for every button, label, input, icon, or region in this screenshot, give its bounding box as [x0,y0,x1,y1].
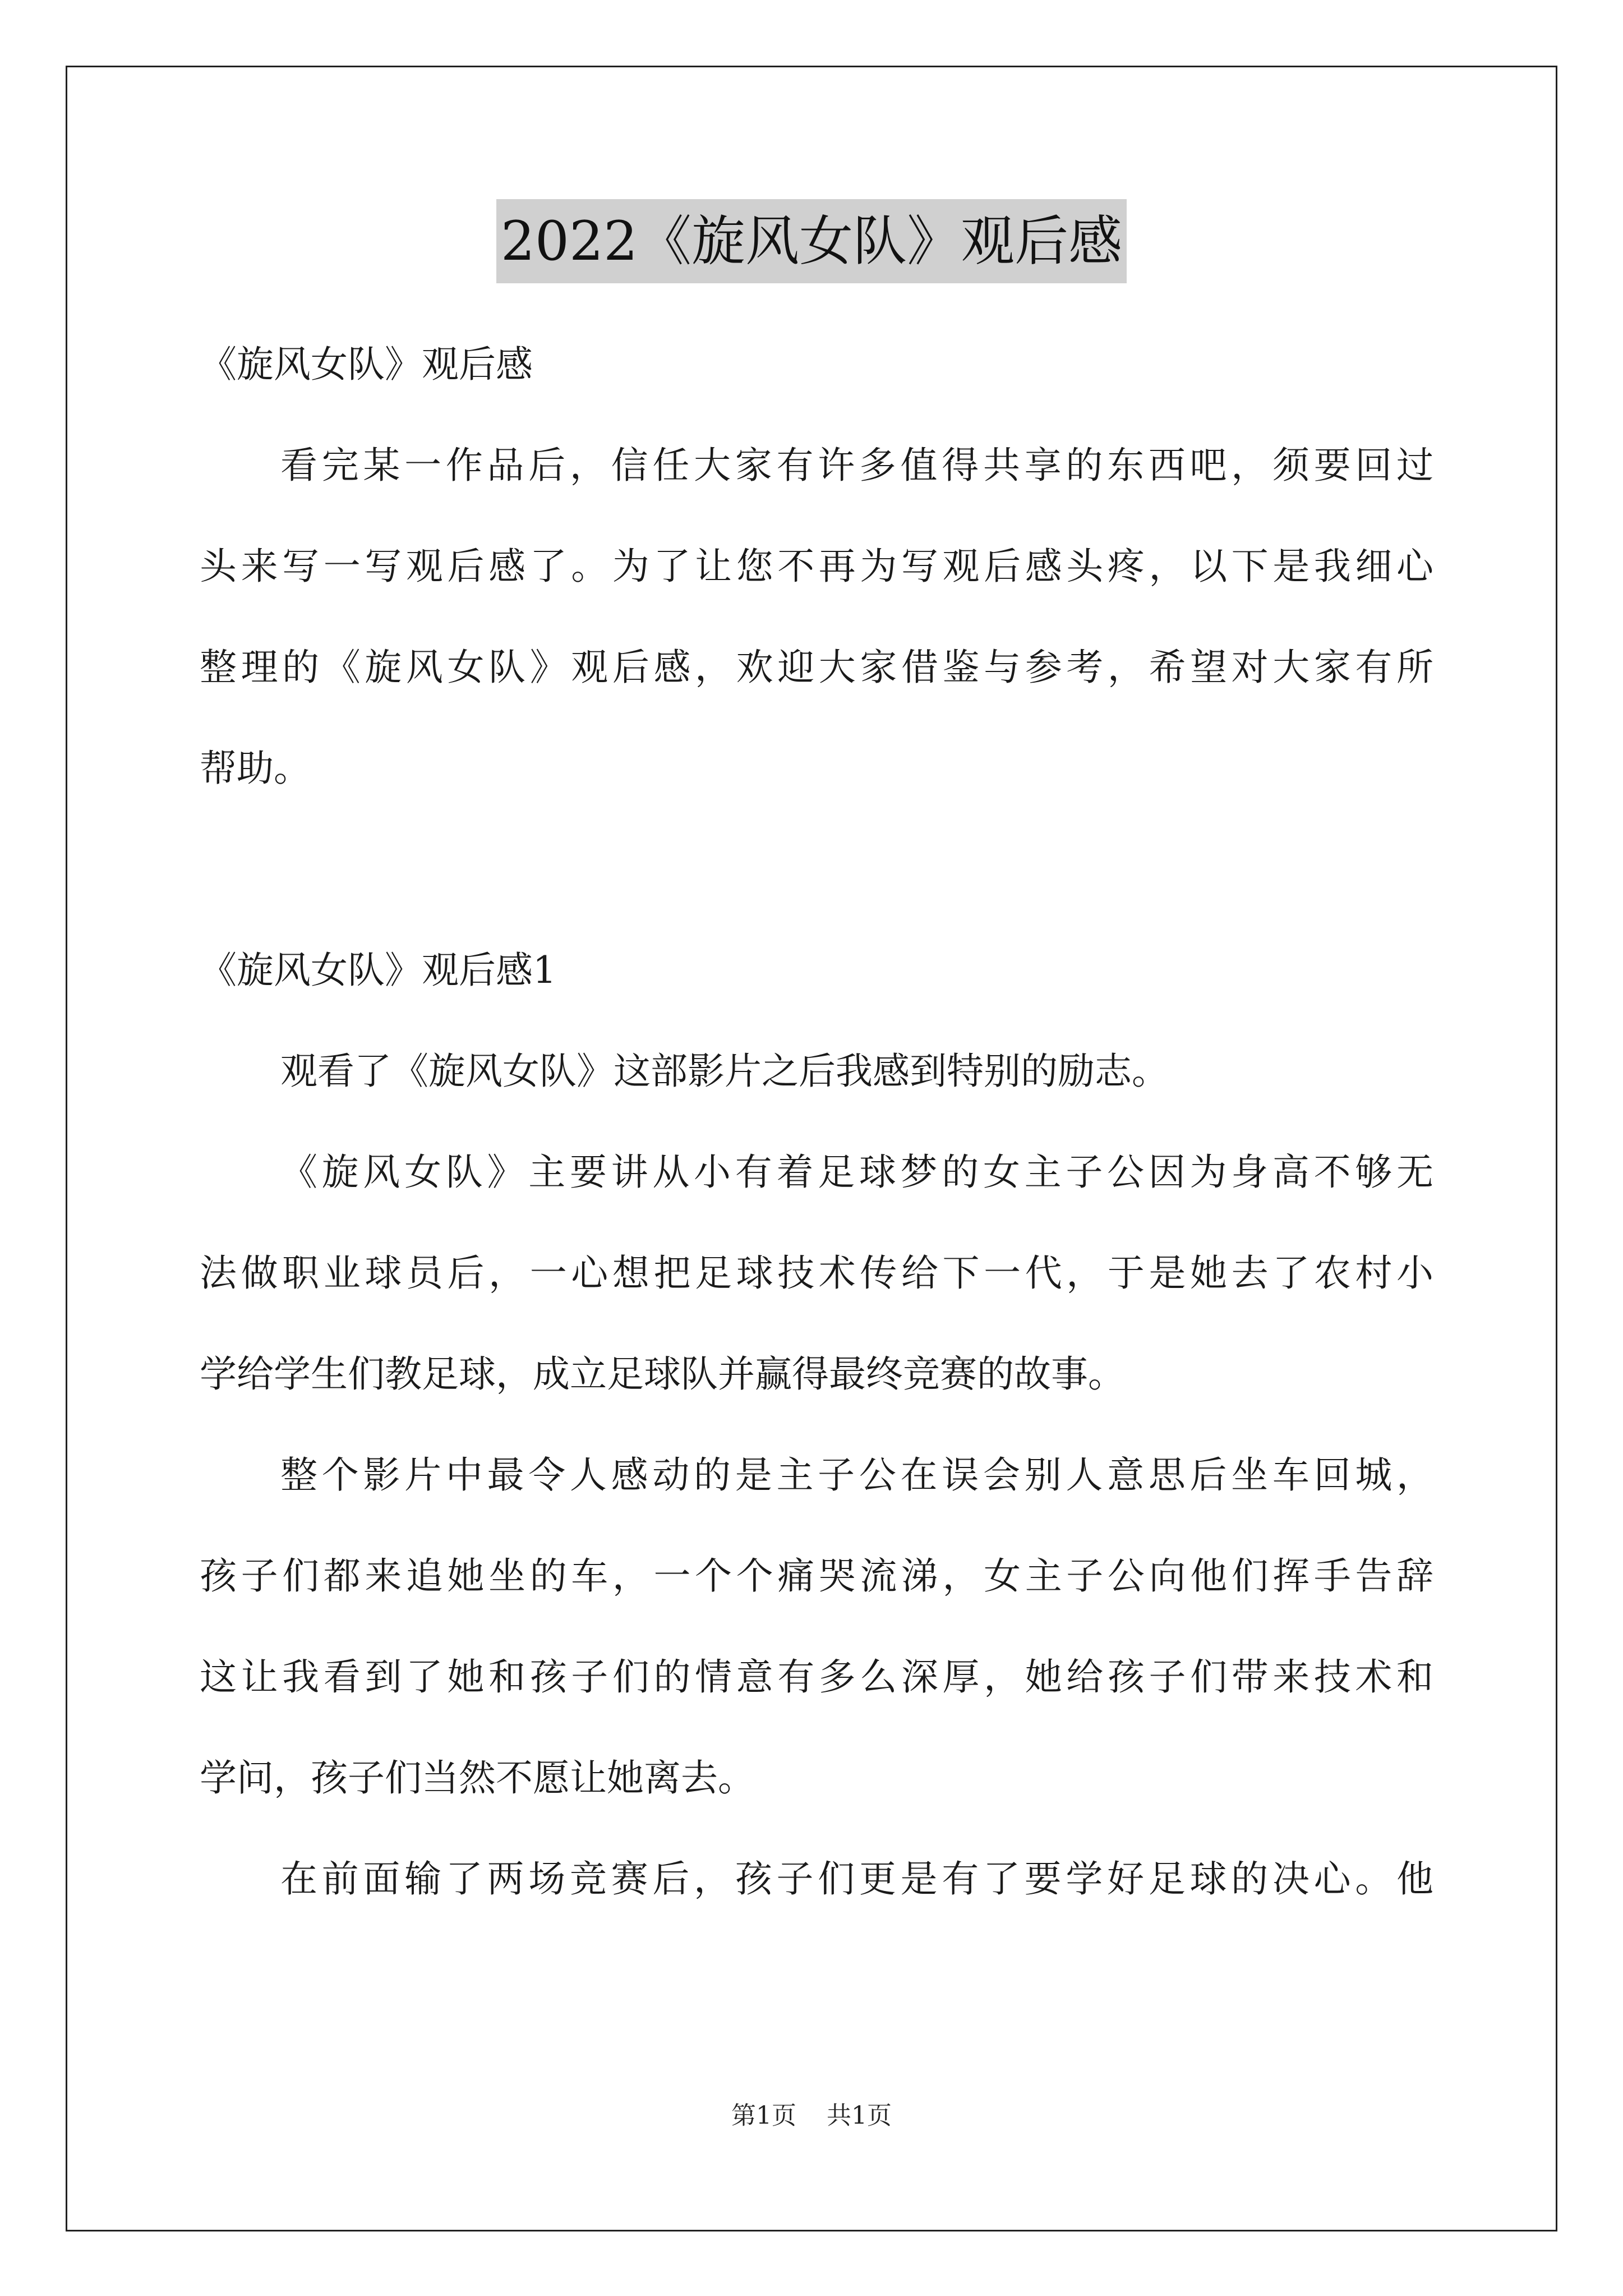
paragraph-line: 《旋风女队》主要讲从小有着足球梦的女主子公因为身高不够无 [280,1151,1433,1194]
intro-line: 帮助。 [200,747,311,790]
paragraph-line: 学问，孩子们当然不愿让她离去。 [200,1756,755,1800]
title-container [0,199,1623,283]
paragraph-line: 学给学生们教足球，成立足球队并赢得最终竞赛的故事。 [200,1352,1125,1396]
subtitle: 《旋风女队》观后感 [200,343,533,386]
intro-line: 头来写一写观后感了。为了让您不再为写观后感头疼，以下是我细心 [200,545,1433,588]
document-title: 2022《旋风女队》观后感 [496,199,1127,283]
paragraph-line: 在前面输了两场竞赛后，孩子们更是有了要学好足球的决心。他 [280,1857,1433,1901]
document-body [200,314,1433,1930]
paragraph-line: 孩子们都来追她坐的车，一个个痛哭流涕，女主子公向他们挥手告辞 [200,1554,1433,1598]
intro-line: 看完某一作品后，信任大家有许多值得共享的东西吧，须要回过 [280,444,1433,487]
paragraph-line: 整个影片中最令人感动的是主子公在误会别人意思后坐车回城， [280,1453,1433,1497]
page-footer [0,2095,1623,2131]
spacer [200,819,1433,920]
paragraph-line: 观看了《旋风女队》这部影片之后我感到特别的励志。 [280,1050,1169,1093]
section-heading: 《旋风女队》观后感1 [200,949,556,992]
page-number: 第1页 [731,2101,796,2130]
intro-line: 整理的《旋风女队》观后感，欢迎大家借鉴与参考，希望对大家有所 [200,646,1433,689]
page-total: 共1页 [827,2101,892,2130]
paragraph-line: 这让我看到了她和孩子们的情意有多么深厚，她给孩子们带来技术和 [200,1655,1433,1699]
paragraph-line: 法做职业球员后，一心想把足球技术传给下一代，于是她去了农村小 [200,1251,1433,1295]
